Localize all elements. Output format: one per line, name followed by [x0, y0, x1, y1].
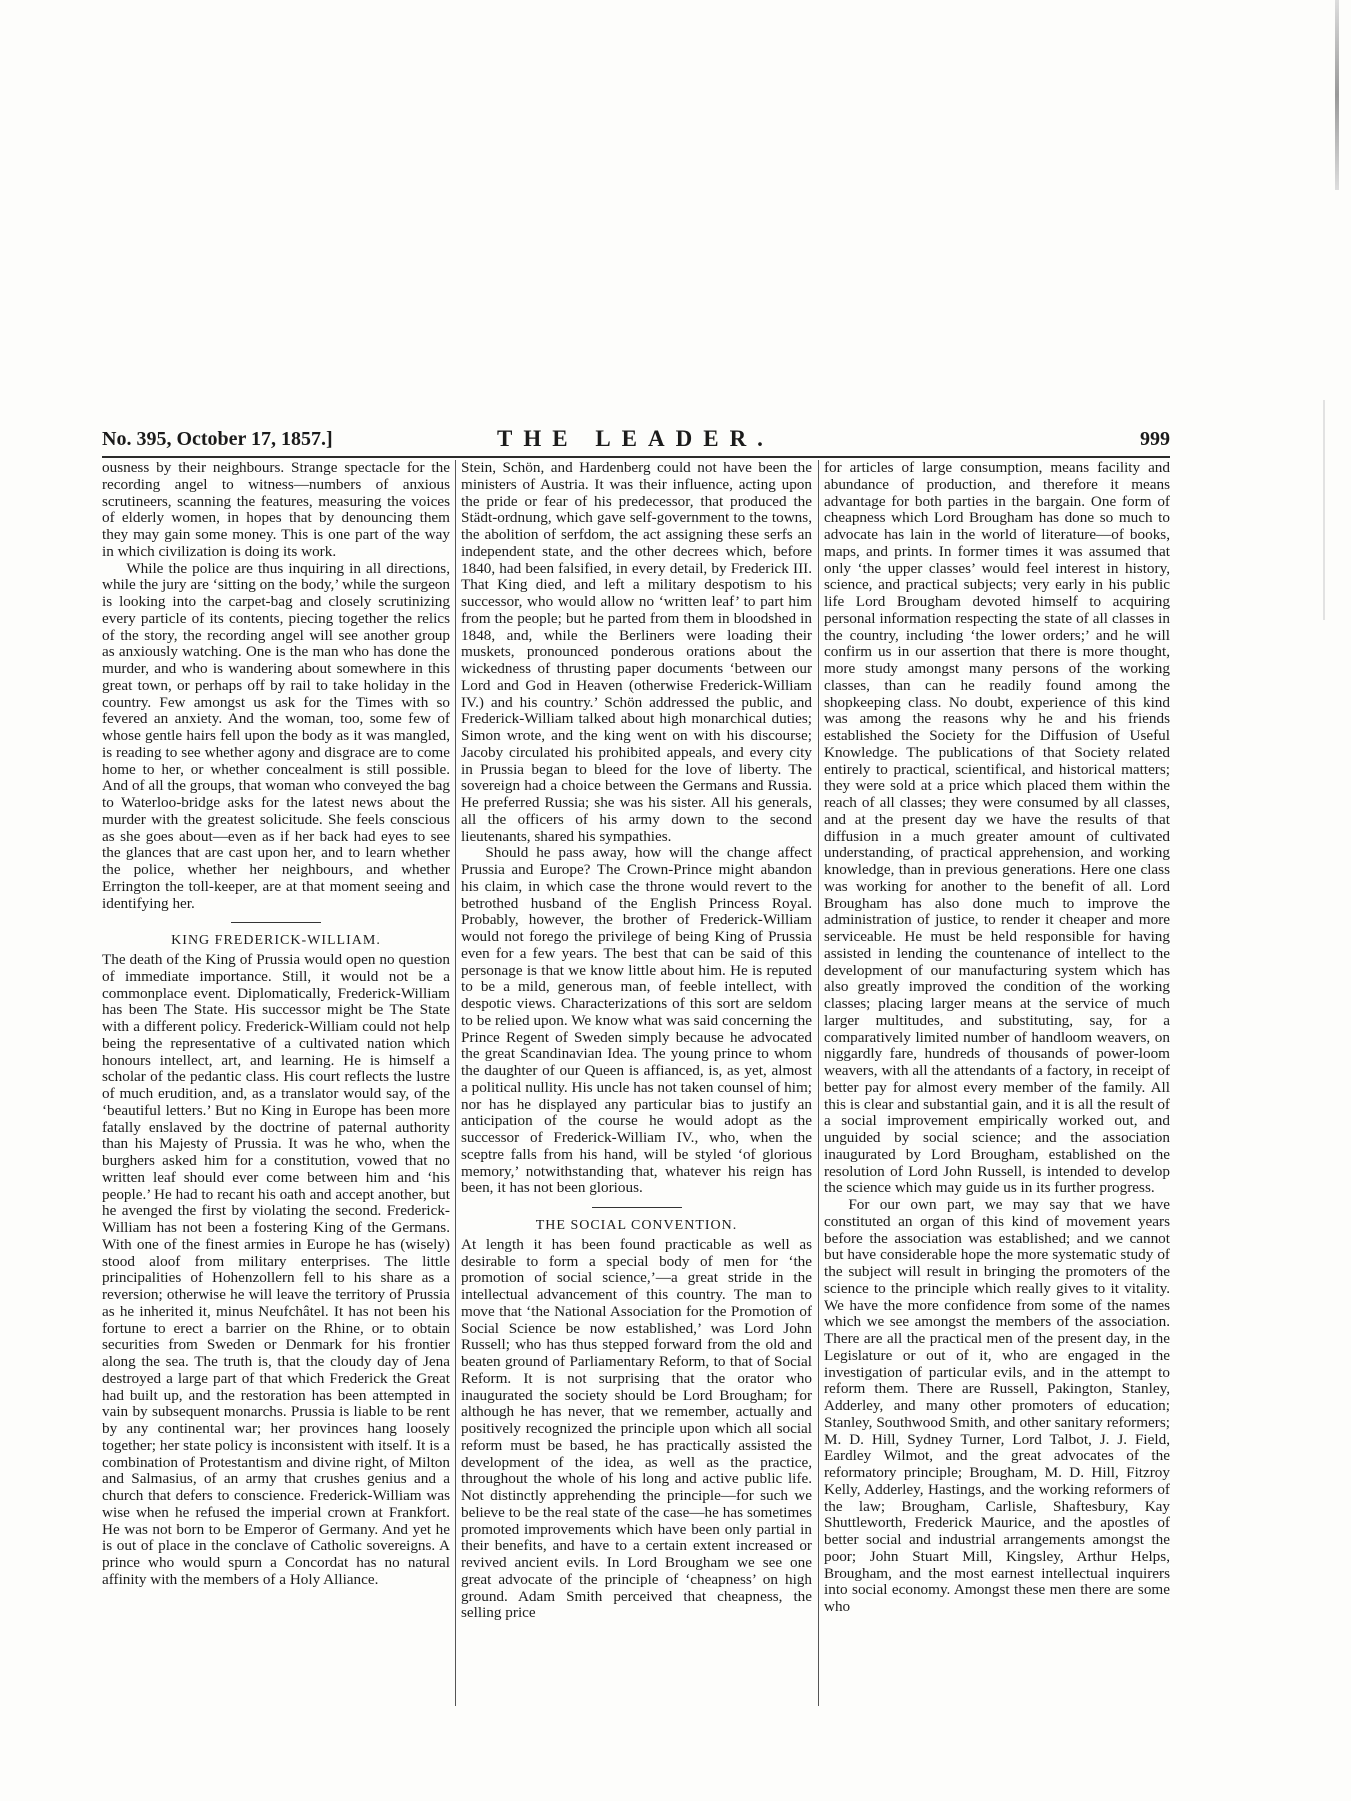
- paragraph: While the police are thus inquiring in all directions, while the jury are ‘sitting on the body,’ while the surgeon is looking into the carpet-bag and closely scrutinizing every particle of its contents, piecing together the relics of the story, the recording angel will see another group as anxiously watching. One is the man who has done the murder, and who is wandering about somewhere in this great town, or perhaps off by rail to take holiday in the country. Few amongst us ask for the Times with so fevered an anxiety. And the woman, too, some few of whose gentle hairs fell upon the body as it was mangled, is reading to see whether agony and disgrace are to come home to her, or whether concealment is still possible. And of all the groups, that woman who conveyed the bag to Waterloo-bridge asks for the latest news about the murder with the greatest solicitude. She feels conscious as she goes about—even as if her back had eyes to see the glances that are cast upon her, and to learn whether the police, whether her neighbours, and whether Errington the toll-keeper, are at that moment seeing and identifying her.: [102, 559, 450, 912]
- column-3: [824, 460, 1170, 1706]
- paragraph: At length it has been found practicable as well as desirable to form a special body of men for ‘the promotion of social science,’—a great stride in the intellectual advancement of this country. The man to move that ‘the National Association for the Promotion of Social Science be now established,’ was Lord John Russell; who has thus stepped forward from the old and beaten ground of Parliamentary Reform, to that of Social Reform. It is not surprising that the orator who inaugurated the society should be Lord Brougham; for although he has never, that we remember, actually and positively recognized the principle upon which all social reform must be based, he has practically assisted the development of the idea, as well as the practice, throughout the whole of his long and active public life. Not distinctly apprehending the principle—for such we believe to be the real state of the case—he has sometimes promoted improvements which have been only partial in their benefits, and have to a certain extent increased or revived ancient evils. In Lord Brougham we see one great advocate of the principle of ‘cheapness’ on high ground. Adam Smith perceived that cheapness, the selling price: [461, 1235, 812, 1622]
- column-divider: [455, 460, 456, 1706]
- section-heading: THE SOCIAL CONVENTION.: [535, 1218, 738, 1233]
- paragraph: For our own part, we may say that we have constituted an organ of this kind of movement years before the association was established; and we cannot but have considerable hope the more systematic study of the subject will result in bringing the promoters of the science to the principle which really gives to it vitality. We have the more confidence from some of the names which we see amongst the members of the association. There are all the practical men of the present day, in the Legislature or out of it, who are engaged in the investigation of particular evils, and in the attempt to reform them. There are Russell, Pakington, Stanley, Adderley, and many other promoters of education; Stanley, Southwood Smith, and other sanitary reformers; M. D. Hill, Sydney Turner, Lord Talbot, J. J. Field, Eardley Wilmot, and the great advocates of the reformatory principle; Brougham, M. D. Hill, Fitzroy Kelly, Adderley, Hastings, and the working reformers of the law; Brougham, Carlisle, Shaftesbury, Kay Shuttleworth, Frederick Maurice, and the apostles of better social and industrial arrangements amongst the poor; John Stuart Mill, Kingsley, Arthur Helps, Brougham, and the most earnest intellectual inquirers into social economy. Amongst these men there are some who: [824, 1196, 1170, 1615]
- column-divider: [818, 460, 819, 1706]
- paragraph: ousness by their neighbours. Strange spectacle for the recording angel to witness—numbers of anxious scrutineers, scanning the features, measuring the voices of elderly women, in hopes that by denouncing them they may gain some money. This is one part of the way in which civilization is doing its work.: [102, 460, 450, 560]
- section-rule: [231, 922, 321, 923]
- paragraph: Should he pass away, how will the change affect Prussia and Europe? The Crown-Prince might abandon his claim, in which case the throne would revert to the betrothed husband of the English Princess Royal. Probably, however, the brother of Frederick-William would not forego the privilege of being King of Prussia even for a few years. The best that can be said of this personage is that we know little about him. He is reputed to be a mild, generous man, of feeble intellect, with despotic views. Characterizations of this sort are seldom to be relied upon. We know what was said concerning the Prince Regent of Sweden simply because he advocated the great Scandinavian Idea. The young prince to whom the daughter of our Queen is affianced, is, as yet, almost a political nullity. His uncle has not taken counsel of him; nor has he displayed any particular bias to justify an anticipation of the course he would adopt as the successor of Frederick-William IV., who, when the sceptre falls from his hand, will be styled ‘of glorious memory,’ notwithstanding that, whatever his reign has been, it has not been glorious.: [461, 844, 812, 1197]
- column-2: [461, 460, 812, 1706]
- paragraph: for articles of large consumption, means facility and abundance of production, and therefore it means advantage for both parties in the bargain. One form of cheapness which Lord Brougham has done so much to advocate has lain in the world of literature—of books, maps, and prints. In former times it was assumed that only ‘the upper classes’ would feel interest in history, science, and practical subjects; very early in his public life Lord Brougham devoted himself to acquiring personal information respecting the state of all classes in the country, including ‘the lower orders;’ and he will confirm us in our assertion that there is more thought, more study amongst many persons of the working classes, than can he readily found among the shopkeeping class. No doubt, experience of this kind was among the reasons why he and his friends established the Society for the Diffusion of Useful Knowledge. The publications of that Society related entirely to practical, scientifical, and historical matters; they were sold at a price which placed them within the reach of all classes; they were consumed by all classes, and at the present day we have the results of that diffusion in a much greater amount of cultivated understanding, of practical apprehension, and working knowledge, than in previous generations. Here one class was working for another to the benefit of all. Lord Brougham has also done much to improve the administration of justice, to render it cheaper and more serviceable. He must be held responsible for having assisted in lending the countenance of intellect to the development of our manufacturing system which has also greatly improved the condition of the working classes; placing larger means at the service of much larger multitudes, and substituting, say, for a comparatively limited number of handloom weavers, on niggardly fare, hundreds of thousands of power-loom weavers, with all the attendants of a factory, in receipt of better pay for almost every member of the family. All this is clear and substantial gain, and it is all the result of a social improvement empirically worked out, and unguided by social science; and the association inaugurated by Lord Brougham, established on the resolution of Lord John Russell, is intended to develop the science which may guide us in its further progress.: [824, 460, 1170, 1197]
- paragraph: Stein, Schön, and Hardenberg could not have been the ministers of Austria. It was their influence, acting upon the pride or fear of his predecessor, that produced the Städt-ordnung, which gave self-government to the towns, the abolition of serfdom, the act assigning these serfs an independent state, and the other decrees which, before 1840, had been falsified, in every detail, by Frederick III. That King died, and left a military despotism to his successor, who would allow no ‘written leaf’ to part him from the people; but he parted from them in bloodshed in 1848, and, while the Berliners were loading their muskets, pronounced ponderous orations about the wickedness of thrusting paper documents ‘between our Lord and God in Heaven (otherwise Frederick-William IV.) and his country.’ Schön addressed the public, and Frederick-William talked about high monarchical duties; Simon wrote, and the king went on with his discourse; Jacoby circulated his prohibited appeals, and every city in Prussia began to bleed for the love of liberty. The sovereign had a choice between the Germans and Russia. He preferred Russia; she was his sister. All his generals, all the officers of his army down to the second lieutenants, shared his sympathies.: [461, 460, 812, 845]
- newspaper-title: THE LEADER.: [497, 426, 774, 451]
- scan-edge-mark: [1335, 0, 1339, 190]
- issue-date: No. 395, October 17, 1857.]: [102, 428, 333, 450]
- masthead: [102, 424, 1170, 454]
- scan-edge-shadow: [1323, 400, 1325, 620]
- paragraph: The death of the King of Prussia would open no question of immediate importance. Still, it would not be a commonplace event. Diplomatically, Frederick-William has been The State. His successor might be The State with a different policy. Frederick-William could not help being the representative of a cultivated nation which honours intellect, art, and learning. He is himself a scholar of the pedantic class. His court reflects the lustre of much erudition, and, as a translator would say, of the ‘beautiful letters.’ But no King in Europe has been more fatally enslaved by the doctrine of paternal authority than his Majesty of Prussia. It was he who, when the burghers asked him for a constitution, vowed that no written leaf should ever come between him and ‘his people.’ He had to recant his oath and accept another, but he avenged the first by violating the second. Frederick-William has not been a fostering King of the Germans. With one of the finest armies in Europe he has (wisely) stood aloof from military enterprises. The little principalities of Hohenzollern fell to his share as a reversion; otherwise he will leave the territory of Prussia as he inherited it, minus Neufchâtel. It has not been his fortune to erect a barrier on the Rhine, or to obtain securities from Sweden or Denmark for his frontier along the sea. The truth is, that the cloudy day of Jena destroyed a large part of that which Frederick the Great had built up, and the restoration has been attempted in vain by subsequent monarchs. Prussia is liable to be rent by any continental war; her provinces hang loosely together; her state policy is inconsistent with itself. It is a combination of Protestantism and divine right, of Milton and Salmasius, of an army that crushes genius and a church that defers to conscience. Frederick-William was wise when he refused the imperial crown at Frankfort. He was not born to be Emperor of Germany. And yet he is out of place in the conclave of Catholic sovereigns. A prince who would spurn a Concordat has no natural affinity with the members of a Holy Alliance.: [102, 951, 450, 1588]
- page-number: 999: [1140, 428, 1170, 450]
- section-rule: [592, 1207, 682, 1208]
- column-1: [102, 460, 450, 1706]
- section-heading: KING FREDERICK-WILLIAM.: [171, 933, 381, 949]
- header-rule: [102, 456, 1170, 458]
